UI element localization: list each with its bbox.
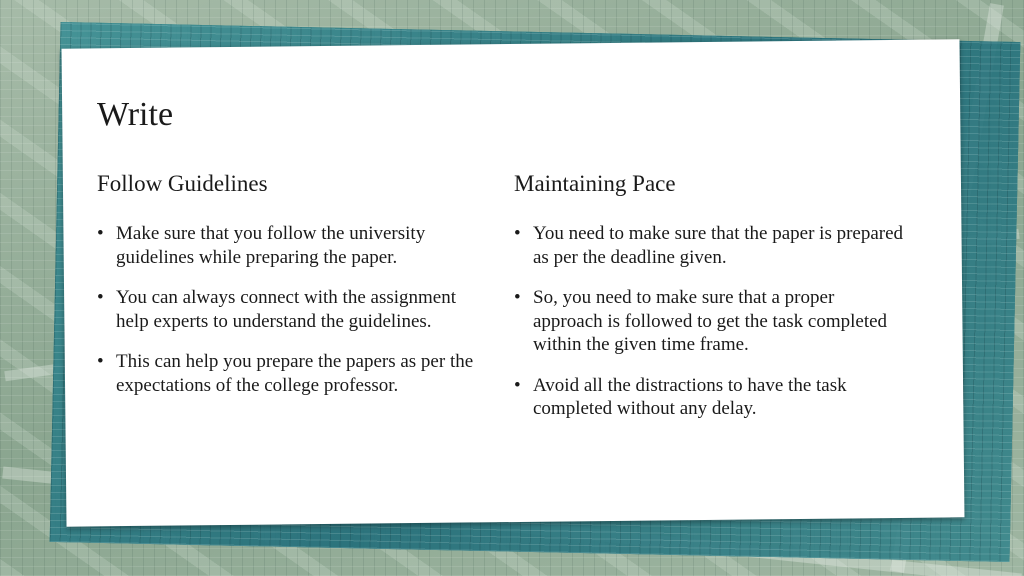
bullet-dot: • <box>97 223 104 244</box>
bullet-text: So, you need to make sure that a proper approach is followed to get the task completed within the given time frame. <box>533 287 888 355</box>
bullet-text: You need to make sure that the paper is prepared as per the deadline given. <box>533 223 904 268</box>
bullet-dot: • <box>97 287 104 308</box>
bullet-item <box>514 222 904 269</box>
column-maintaining-pace <box>514 170 904 438</box>
bullet-text: Make sure that you follow the university guidelines while preparing the paper. <box>116 223 426 268</box>
bullet-dot: • <box>514 374 521 396</box>
bullet-text: This can help you prepare the papers as per the expectations of the college professor. <box>116 351 474 396</box>
column-follow-guidelines <box>97 170 487 414</box>
column-heading: Maintaining Pace <box>514 171 676 196</box>
bullet-item <box>514 374 904 421</box>
column-heading: Follow Guidelines <box>97 171 268 196</box>
bullet-dot: • <box>97 351 104 372</box>
bullet-list <box>514 222 904 421</box>
slide-title: Write <box>97 96 174 133</box>
bullet-item <box>97 350 487 397</box>
bullet-dot: • <box>514 223 521 244</box>
bullet-text: Avoid all the distractions to have the task completed without any delay. <box>533 374 847 419</box>
bullet-item <box>514 286 904 357</box>
bullet-item <box>97 286 487 333</box>
bullet-dot: • <box>514 287 521 308</box>
bullet-list <box>97 222 487 397</box>
bullet-text: You can always connect with the assignment help experts to understand the guidelines. <box>116 287 457 332</box>
bullet-item <box>97 222 487 269</box>
